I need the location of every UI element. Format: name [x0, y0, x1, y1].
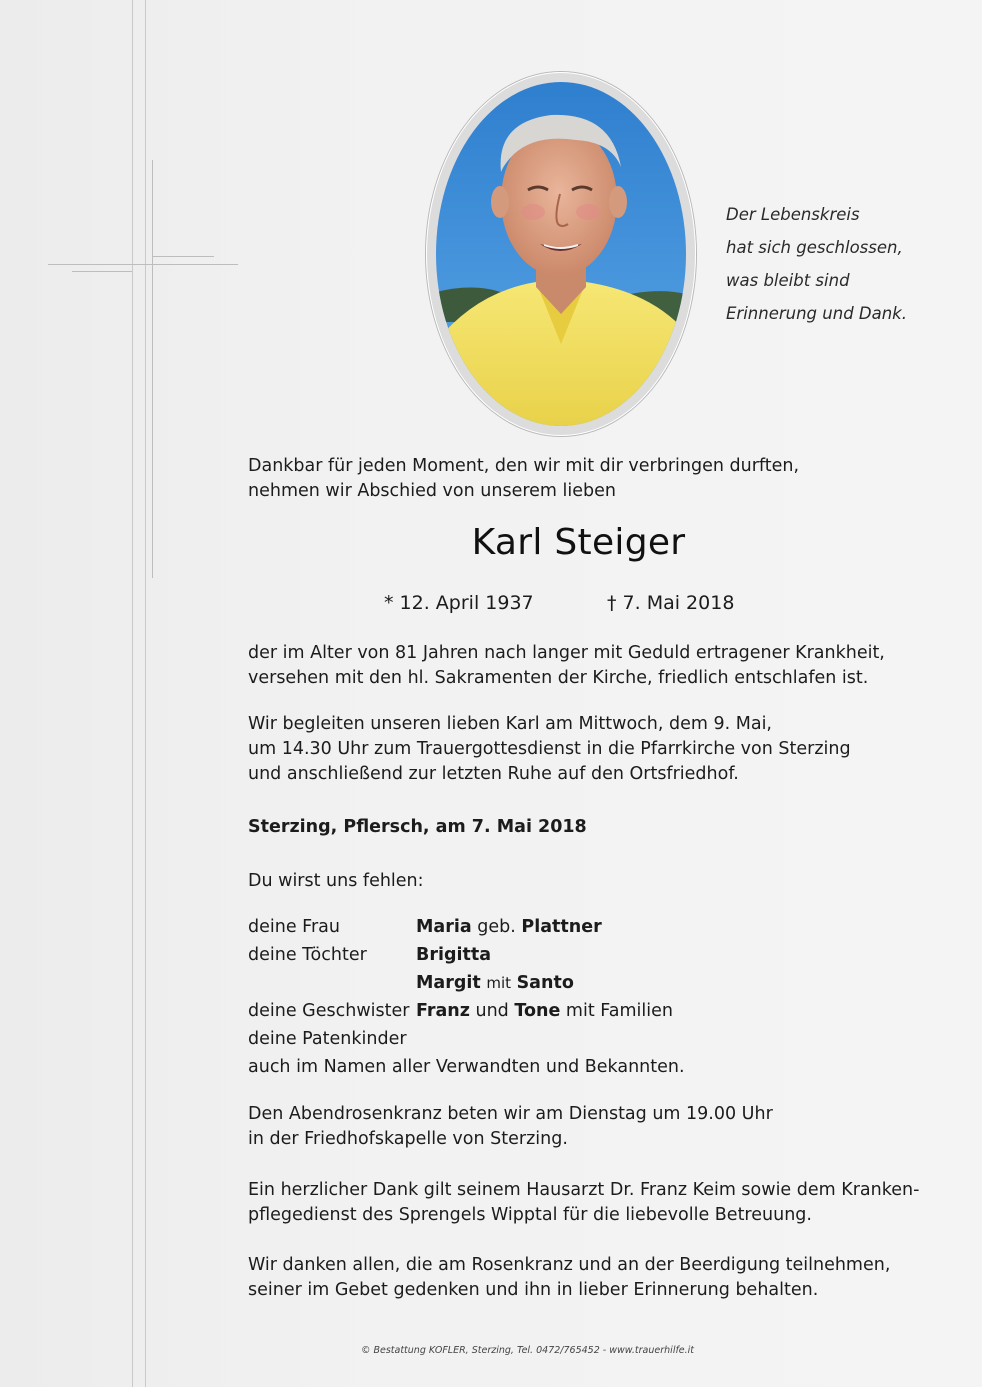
deceased-name: Karl Steiger: [471, 522, 686, 563]
relation-label: deine Patenkinder: [248, 1029, 407, 1049]
footer-credit: © Bestattung KOFLER, Sterzing, Tel. 0472/765452 - www.trauerhilfe.it: [360, 1345, 695, 1356]
quote: [726, 198, 907, 330]
paragraph-line: Ein herzlicher Dank gilt seinem Hausarzt Dr. Franz Keim sowie dem Kranken-: [248, 1180, 920, 1200]
place-date: Sterzing, Pflersch, am 7. Mai 2018: [248, 817, 587, 837]
miss-line: Du wirst uns fehlen:: [248, 871, 424, 891]
sibling-name: Franz: [416, 1001, 470, 1021]
relation-label: deine Geschwister: [248, 1001, 410, 1021]
quote-line: hat sich geschlossen,: [726, 238, 903, 257]
wife-name: Maria: [416, 917, 472, 937]
paragraph-line: seiner im Gebet gedenken und ihn in lieber Erinnerung behalten.: [248, 1280, 819, 1300]
paragraph-line: um 14.30 Uhr zum Trauergottesdienst in die Pfarrkirche von Sterzing: [248, 739, 851, 759]
relation-names: [416, 997, 673, 1025]
paragraph-line: Den Abendrosenkranz beten wir am Dienstag um 19.00 Uhr: [248, 1104, 773, 1124]
fold-line-left: [132, 0, 133, 1387]
intro-text: [248, 454, 799, 504]
wife-maiden-name: Plattner: [521, 917, 602, 937]
paragraph-thanks-all: [248, 1253, 890, 1303]
paragraph-line: Wir begleiten unseren lieben Karl am Mittwoch, dem 9. Mai,: [248, 714, 772, 734]
relation-names: [416, 969, 574, 997]
death-date: † 7. Mai 2018: [607, 592, 735, 614]
sibling-name: Tone: [514, 1001, 561, 1021]
paragraph-line: der im Alter von 81 Jahren nach langer mit Geduld ertragener Krankheit,: [248, 643, 885, 663]
relation-label: deine Frau: [248, 917, 340, 937]
relatives-line: auch im Namen aller Verwandten und Bekannten.: [248, 1057, 685, 1077]
daughter-name: Brigitta: [416, 945, 492, 965]
siblings-tail: mit Familien: [565, 1001, 673, 1021]
geb-word: geb.: [477, 917, 516, 937]
paragraph-thanks-doctor: [248, 1178, 919, 1228]
paragraph-rosary: [248, 1102, 773, 1152]
und-word: und: [475, 1001, 509, 1021]
relation-label: deine Töchter: [248, 945, 367, 965]
relation-names: [416, 913, 602, 941]
paragraph-line: in der Friedhofskapelle von Sterzing.: [248, 1129, 568, 1149]
paragraph-line: versehen mit den hl. Sakramenten der Kirche, friedlich entschlafen ist.: [248, 668, 869, 688]
paragraph-line: pflegedienst des Sprengels Wipptal für die liebevolle Betreuung.: [248, 1205, 812, 1225]
quote-line: was bleibt sind: [726, 271, 850, 290]
mit-word: mit: [486, 974, 511, 992]
fold-line-right: [145, 0, 146, 1387]
daughter-name: Margit: [416, 973, 481, 993]
intro-line: Dankbar für jeden Moment, den wir mit dir verbringen durften,: [248, 456, 800, 476]
quote-line: Der Lebenskreis: [726, 205, 860, 224]
paragraph-line: Wir danken allen, die am Rosenkranz und an der Beerdigung teilnehmen,: [248, 1255, 891, 1275]
paragraph-funeral: [248, 712, 851, 787]
intro-line: nehmen wir Abschied von unserem lieben: [248, 481, 616, 501]
portrait-photo: [436, 82, 686, 426]
quote-line: Erinnerung und Dank.: [726, 304, 907, 323]
paragraph-line: und anschließend zur letzten Ruhe auf den Ortsfriedhof.: [248, 764, 739, 784]
birth-date: * 12. April 1937: [384, 592, 534, 614]
relation-names: [416, 941, 491, 969]
paragraph-illness: [248, 641, 885, 691]
partner-name: Santo: [516, 973, 574, 993]
